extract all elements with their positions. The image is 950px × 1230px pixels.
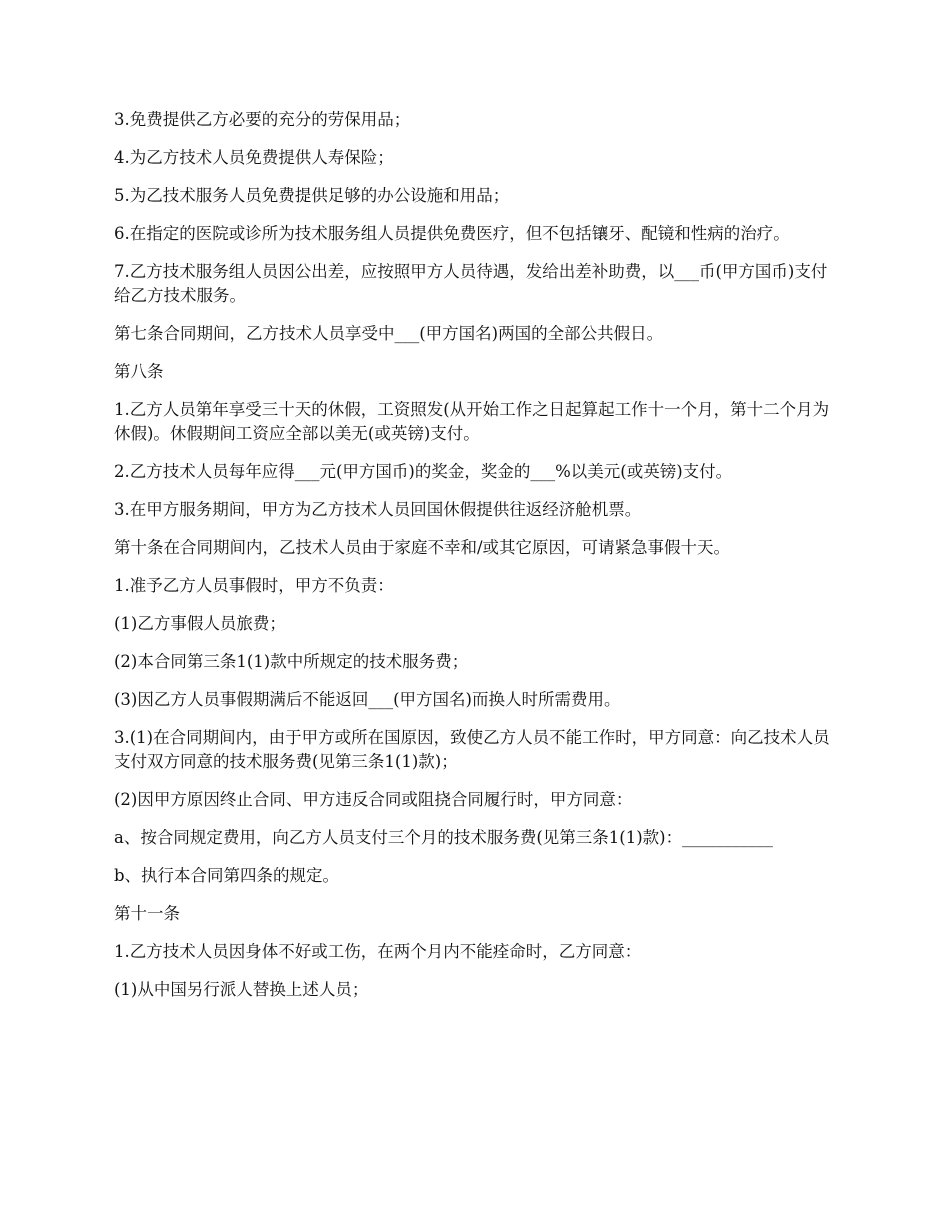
paragraph: 1.乙方人员第年享受三十天的休假，工资照发(从开始工作之日起算起工作十一个月，第十二个月为休假)。休假期间工资应全部以美无(或英镑)支付。 [114,400,830,443]
paragraph: (1)从中国另行派人替换上述人员； [114,980,369,999]
paragraph: 6.在指定的医院或诊所为技术服务组人员提供免费医疗，但不包括镶牙、配镜和性病的治疗。 [114,224,790,243]
document-body [114,108,836,1016]
paragraph: 5.为乙技术服务人员免费提供足够的办公设施和用品； [114,186,510,205]
paragraph: 1.乙方技术人员因身体不好或工伤，在两个月内不能痊命时，乙方同意： [114,942,642,961]
article-11-heading: 第十一条 [114,904,180,923]
paragraph: 7.乙方技术服务组人员因公出差，应按照甲方人员待遇，发给出差补助费，以___币(甲方国币)支付给乙方技术服务。 [114,262,828,305]
paragraph: a、按合同规定费用，向乙方人员支付三个月的技术服务费(见第三条1(1)款)：___________ [114,828,773,847]
article-10: 第十条在合同期间内，乙技术人员由于家庭不幸和/或其它原因，可请紧急事假十天。 [114,538,731,557]
paragraph: (2)本合同第三条1(1)款中所规定的技术服务费； [114,652,469,671]
paragraph: (2)因甲方原因终止合同、甲方违反合同或阻挠合同履行时，甲方同意： [114,790,633,809]
paragraph: 3.在甲方服务期间，甲方为乙方技术人员回国休假提供往返经济舱机票。 [114,500,642,519]
article-7: 第七条合同期间，乙方技术人员享受中___(甲方国名)两国的全部公共假日。 [114,324,664,343]
paragraph: 4.为乙方技术人员免费提供人寿保险； [114,148,394,167]
paragraph: b、执行本合同第四条的规定。 [114,866,340,885]
article-8-heading: 第八条 [114,362,164,381]
paragraph: 3.(1)在合同期间内，由于甲方或所在国原因，致使乙方人员不能工作时，甲方同意：向乙技术人员支付双方同意的技术服务费(见第三条1(1)款)； [114,728,830,771]
paragraph: 2.乙方技术人员每年应得___元(甲方国币)的奖金，奖金的___%以美元(或英镑)支付。 [114,462,733,481]
paragraph: 3.免费提供乙方必要的充分的劳保用品； [114,110,411,129]
paragraph: (1)乙方事假人员旅费； [114,614,286,633]
paragraph: 1.准予乙方人员事假时，甲方不负责： [114,576,394,595]
paragraph: (3)因乙方人员事假期满后不能返回___(甲方国名)而换人时所需费用。 [114,690,621,709]
